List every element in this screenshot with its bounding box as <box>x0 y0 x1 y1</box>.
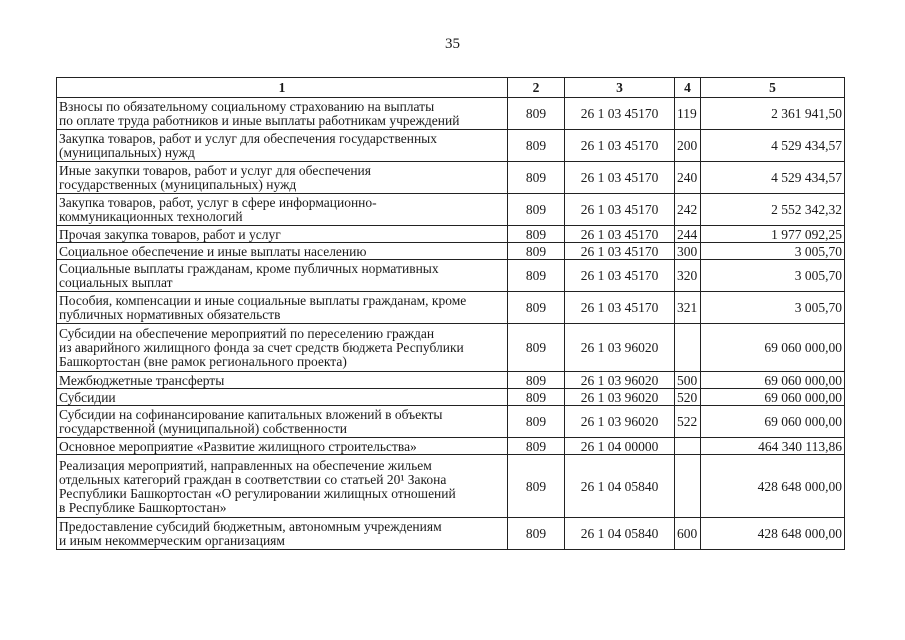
row-expense-type-cell <box>675 455 701 518</box>
row-ministry-code-cell: 809 <box>508 389 565 406</box>
table-row <box>57 130 845 162</box>
row-target-article-cell: 26 1 03 96020 <box>565 372 675 389</box>
row-expense-type-cell: 520 <box>675 389 701 406</box>
row-target-article-cell: 26 1 03 45170 <box>565 130 675 162</box>
row-amount-cell: 2 552 342,32 <box>701 194 845 226</box>
table-body <box>57 98 845 550</box>
row-name-cell: Предоставление субсидий бюджетным, автономным учреждениям и иным некоммерческим организациям <box>57 518 508 550</box>
row-expense-type-cell: 244 <box>675 226 701 243</box>
header-col-3: 3 <box>565 78 675 98</box>
row-name-cell: Социальные выплаты гражданам, кроме публичных нормативных социальных выплат <box>57 260 508 292</box>
table-row <box>57 260 845 292</box>
table-row <box>57 406 845 438</box>
row-expense-type-cell <box>675 438 701 455</box>
page-number: 35 <box>445 36 460 52</box>
row-ministry-code-cell: 809 <box>508 372 565 389</box>
row-name-cell: Межбюджетные трансферты <box>57 372 508 389</box>
row-expense-type-cell: 321 <box>675 292 701 324</box>
row-amount-cell: 2 361 941,50 <box>701 98 845 130</box>
row-ministry-code-cell: 809 <box>508 292 565 324</box>
row-expense-type-cell: 242 <box>675 194 701 226</box>
row-ministry-code-cell: 809 <box>508 162 565 194</box>
header-col-5: 5 <box>701 78 845 98</box>
row-expense-type-cell: 240 <box>675 162 701 194</box>
row-amount-cell: 428 648 000,00 <box>701 455 845 518</box>
row-amount-cell: 69 060 000,00 <box>701 372 845 389</box>
row-target-article-cell: 26 1 03 96020 <box>565 389 675 406</box>
header-col-2: 2 <box>508 78 565 98</box>
row-amount-cell: 428 648 000,00 <box>701 518 845 550</box>
header-col-4: 4 <box>675 78 701 98</box>
row-target-article-cell: 26 1 03 45170 <box>565 243 675 260</box>
row-amount-cell: 3 005,70 <box>701 292 845 324</box>
row-target-article-cell: 26 1 03 45170 <box>565 292 675 324</box>
row-amount-cell: 3 005,70 <box>701 260 845 292</box>
row-name-cell: Реализация мероприятий, направленных на обеспечение жильем отдельных категорий граждан в соответствии со статьей 20¹ Закона Республики Башкортостан «О регулировании жилищных отношений в Республике Башкортостан» <box>57 455 508 518</box>
row-name-cell: Пособия, компенсации и иные социальные выплаты гражданам, кроме публичных нормативных обязательств <box>57 292 508 324</box>
row-target-article-cell: 26 1 03 45170 <box>565 98 675 130</box>
row-name-cell: Социальное обеспечение и иные выплаты населению <box>57 243 508 260</box>
row-expense-type-cell: 300 <box>675 243 701 260</box>
row-ministry-code-cell: 809 <box>508 226 565 243</box>
row-amount-cell: 69 060 000,00 <box>701 324 845 372</box>
row-amount-cell: 1 977 092,25 <box>701 226 845 243</box>
row-ministry-code-cell: 809 <box>508 130 565 162</box>
row-expense-type-cell: 600 <box>675 518 701 550</box>
row-expense-type-cell <box>675 324 701 372</box>
table-row <box>57 389 845 406</box>
row-ministry-code-cell: 809 <box>508 455 565 518</box>
row-target-article-cell: 26 1 03 45170 <box>565 260 675 292</box>
row-amount-cell: 3 005,70 <box>701 243 845 260</box>
row-amount-cell: 69 060 000,00 <box>701 406 845 438</box>
row-ministry-code-cell: 809 <box>508 98 565 130</box>
row-target-article-cell: 26 1 03 45170 <box>565 226 675 243</box>
row-name-cell: Закупка товаров, работ и услуг для обеспечения государственных (муниципальных) нужд <box>57 130 508 162</box>
row-ministry-code-cell: 809 <box>508 243 565 260</box>
row-amount-cell: 464 340 113,86 <box>701 438 845 455</box>
header-col-1: 1 <box>57 78 508 98</box>
row-expense-type-cell: 119 <box>675 98 701 130</box>
table-row <box>57 455 845 518</box>
row-expense-type-cell: 200 <box>675 130 701 162</box>
row-target-article-cell: 26 1 03 45170 <box>565 162 675 194</box>
row-ministry-code-cell: 809 <box>508 194 565 226</box>
row-amount-cell: 69 060 000,00 <box>701 389 845 406</box>
table-row <box>57 243 845 260</box>
table-row <box>57 324 845 372</box>
row-name-cell: Иные закупки товаров, работ и услуг для обеспечения государственных (муниципальных) нужд <box>57 162 508 194</box>
table-row <box>57 438 845 455</box>
row-ministry-code-cell: 809 <box>508 324 565 372</box>
row-name-cell: Субсидии на софинансирование капитальных вложений в объекты государственной (муниципальной) собственности <box>57 406 508 438</box>
row-amount-cell: 4 529 434,57 <box>701 162 845 194</box>
row-target-article-cell: 26 1 04 00000 <box>565 438 675 455</box>
row-name-cell: Закупка товаров, работ, услуг в сфере информационно- коммуникационных технологий <box>57 194 508 226</box>
row-expense-type-cell: 522 <box>675 406 701 438</box>
table-row <box>57 226 845 243</box>
row-name-cell: Взносы по обязательному социальному страхованию на выплаты по оплате труда работников и иные выплаты работникам учреждений <box>57 98 508 130</box>
row-target-article-cell: 26 1 03 45170 <box>565 194 675 226</box>
row-ministry-code-cell: 809 <box>508 438 565 455</box>
header-row <box>57 78 845 98</box>
row-target-article-cell: 26 1 03 96020 <box>565 406 675 438</box>
table-row <box>57 194 845 226</box>
row-ministry-code-cell: 809 <box>508 518 565 550</box>
row-target-article-cell: 26 1 03 96020 <box>565 324 675 372</box>
row-target-article-cell: 26 1 04 05840 <box>565 518 675 550</box>
row-name-cell: Субсидии на обеспечение мероприятий по переселению граждан из аварийного жилищного фонда за счет средств бюджета Республики Башкортостан (вне рамок регионального проекта) <box>57 324 508 372</box>
table-row <box>57 372 845 389</box>
budget-table <box>56 77 845 550</box>
row-name-cell: Основное мероприятие «Развитие жилищного строительства» <box>57 438 508 455</box>
row-target-article-cell: 26 1 04 05840 <box>565 455 675 518</box>
row-amount-cell: 4 529 434,57 <box>701 130 845 162</box>
row-ministry-code-cell: 809 <box>508 260 565 292</box>
row-expense-type-cell: 320 <box>675 260 701 292</box>
row-expense-type-cell: 500 <box>675 372 701 389</box>
table-row <box>57 292 845 324</box>
row-ministry-code-cell: 809 <box>508 406 565 438</box>
table-row <box>57 518 845 550</box>
table-row <box>57 98 845 130</box>
row-name-cell: Субсидии <box>57 389 508 406</box>
table-row <box>57 162 845 194</box>
row-name-cell: Прочая закупка товаров, работ и услуг <box>57 226 508 243</box>
